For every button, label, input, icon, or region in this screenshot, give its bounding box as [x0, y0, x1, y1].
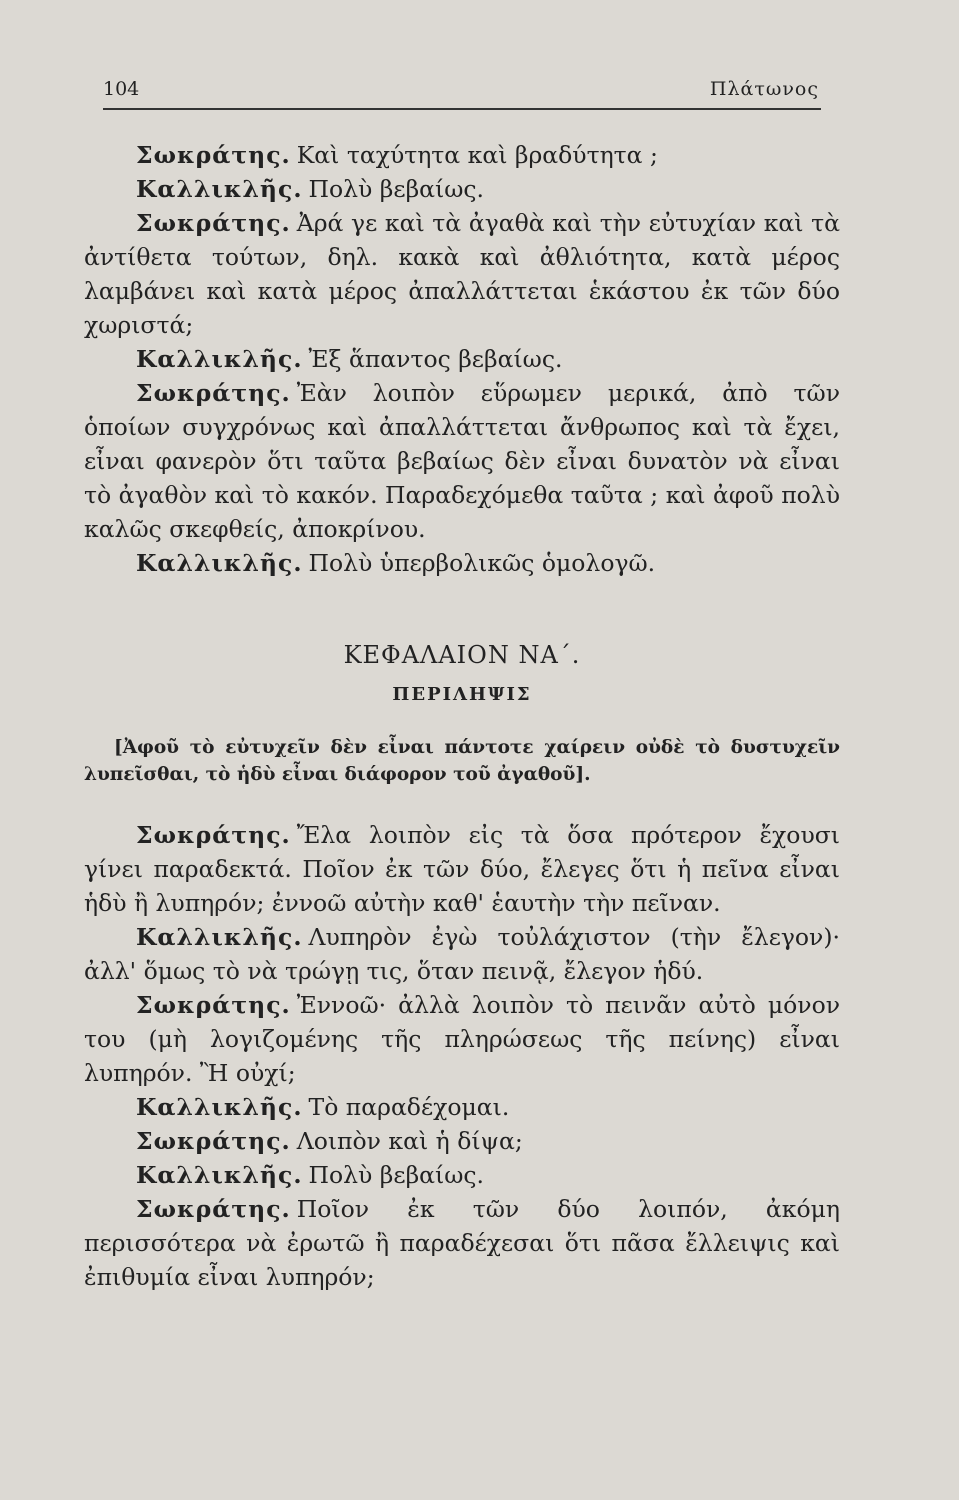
speaker-name: Καλλικλῆς.: [136, 175, 303, 203]
summary-title: ΠΕΡΙΛΗΨΙΣ: [392, 684, 532, 705]
dialogue-text: Ἐννοῶ· ἀλλὰ λοιπὸν τὸ πεινᾶν αὐτὸ μόνον του (μὴ λογιζομένης τῆς πληρώσεως τῆς πείνης) εἶναι λυπηρόν. Ἢ οὐχί;: [84, 991, 840, 1087]
page-body: [84, 138, 840, 1294]
speaker-name: Καλλικλῆς.: [136, 345, 303, 373]
page-header: [103, 78, 821, 110]
speaker-name: Καλλικλῆς.: [136, 1093, 303, 1121]
dialogue-text: Ποῖον ἐκ τῶν δύο λοιπόν, ἀκόμη περισσότερα νὰ ἐρωτῶ ἢ παραδέχεσαι ὅτι πᾶσα ἔλλειψις καὶ ἐπιθυμία εἶναι λυπηρόν;: [84, 1195, 840, 1291]
dialogue-line: [84, 1124, 840, 1158]
dialogue-block-2: [84, 818, 840, 1294]
dialogue-text: Πολὺ βεβαίως.: [308, 175, 485, 203]
dialogue-text: Ἀρά γε καὶ τὰ ἀγαθὰ καὶ τὴν εὐτυχίαν καὶ τὰ ἀντίθετα τούτων, δηλ. κακὰ καὶ ἀθλιότητα, κατὰ μέρος λαμβάνει καὶ κατὰ μέρος ἀπαλλάττεται ἑκάστου ἐκ τῶν δύο χωριστά;: [84, 209, 840, 339]
dialogue-text: Πολὺ ὑπερβολικῶς ὁμολογῶ.: [308, 549, 656, 577]
speaker-name: Σωκράτης.: [136, 1195, 291, 1223]
dialogue-text: Ἐὰν λοιπὸν εὕρωμεν μερικά, ἀπὸ τῶν ὁποίων συγχρόνως καὶ ἀπαλλάττεται ἄνθρωπος καὶ τὰ ἔχει, εἶναι φανερὸν ὅτι ταῦτα βεβαίως δὲν εἶναι δυνατὸν νὰ εἶναι τὸ ἀγαθὸν καὶ τὸ κακόν. Παραδεχόμεθα ταῦτα ; καὶ ἀφοῦ πολὺ καλῶς σκεφθείς, ἀποκρίνου.: [84, 379, 840, 543]
dialogue-line: [84, 818, 840, 920]
running-head: Πλάτωνος: [709, 78, 819, 100]
dialogue-text: Καὶ ταχύτητα καὶ βραδύτητα ;: [296, 141, 658, 169]
speaker-name: Σωκράτης.: [136, 991, 291, 1019]
speaker-name: Καλλικλῆς.: [136, 1161, 303, 1189]
dialogue-line: [84, 1192, 840, 1294]
speaker-name: Σωκράτης.: [136, 141, 291, 169]
dialogue-line: [84, 988, 840, 1090]
speaker-name: Σωκράτης.: [136, 209, 291, 237]
dialogue-line: [84, 1158, 840, 1192]
dialogue-line: [84, 546, 840, 580]
dialogue-text: Τὸ παραδέχομαι.: [308, 1093, 510, 1121]
speaker-name: Σωκράτης.: [136, 821, 291, 849]
chapter-title: ΚΕΦΑΛΑΙΟΝ ΝΑ΄.: [343, 641, 581, 669]
dialogue-text: Ἔλα λοιπὸν εἰς τὰ ὅσα πρότερον ἔχουσι γίνει παραδεκτά. Ποῖον ἐκ τῶν δύο, ἔλεγες ὅτι ἡ πεῖνα εἶναι ἡδὺ ἢ λυπηρόν; ἐννοῶ αὐτὴν καθ' ἑαυτὴν τὴν πεῖναν.: [84, 821, 840, 917]
dialogue-text: Πολὺ βεβαίως.: [308, 1161, 485, 1189]
dialogue-line: [84, 172, 840, 206]
speaker-name: Καλλικλῆς.: [136, 549, 303, 577]
speaker-name: Σωκράτης.: [136, 1127, 291, 1155]
dialogue-line: [84, 206, 840, 342]
dialogue-line: [84, 1090, 840, 1124]
speaker-name: Σωκράτης.: [136, 379, 291, 407]
dialogue-text: Ἐξ ἅπαντος βεβαίως.: [308, 345, 563, 373]
speaker-name: Καλλικλῆς.: [136, 923, 303, 951]
dialogue-line: [84, 342, 840, 376]
dialogue-line: [84, 920, 840, 988]
page-number: 104: [103, 78, 140, 100]
dialogue-line: [84, 376, 840, 546]
dialogue-text: Λοιπὸν καὶ ἡ δίψα;: [296, 1127, 523, 1155]
dialogue-text: Λυπηρὸν ἐγὼ τοὐλάχιστον (τὴν ἔλεγον)· ἀλλ' ὅμως τὸ νὰ τρώγῃ τις, ὅταν πεινᾷ, ἔλεγον ἡδύ.: [84, 923, 840, 985]
dialogue-block-1: [84, 138, 840, 580]
summary-text: [Ἀφοῦ τὸ εὐτυχεῖν δὲν εἶναι πάντοτε χαίρειν οὐδὲ τὸ δυστυχεῖν λυπεῖσθαι, τὸ ἡδὺ εἶναι διάφορον τοῦ ἀγαθοῦ].: [84, 737, 840, 785]
dialogue-line: [84, 138, 840, 172]
